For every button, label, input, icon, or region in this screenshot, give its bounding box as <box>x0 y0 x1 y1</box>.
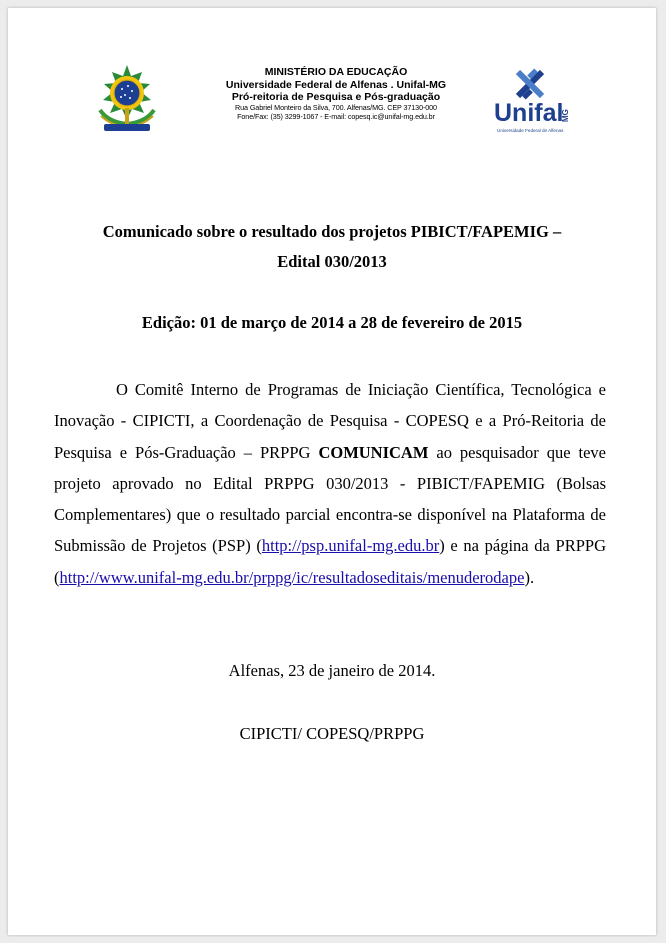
body-part-1: O Comitê Interno de Programas de Iniciação Científica, Tecnológica e Inovação - CIPICTI, a Coordenação de Pesquisa - COPESQ e a Pró-Reitoria de Pesquisa e Pós-Graduação – PRPPG <box>54 380 606 462</box>
university-name: Universidade Federal de Alfenas . Unifal-MG <box>225 79 447 91</box>
document-page <box>8 8 656 935</box>
contact-line: Fone/Fax: (35) 3299-1067 - E-mail: copesq.ic@unifal-mg.edu.br <box>237 112 435 121</box>
letterhead <box>8 8 656 148</box>
institution-block <box>204 66 468 121</box>
body-part-4: ). <box>524 567 535 587</box>
address-line: Rua Gabriel Monteiro da Silva, 700. Alfenas/MG. CEP 37130-000 <box>235 103 437 112</box>
edition-line: Edição: 01 de março de 2014 a 28 de fevereiro de 2015 <box>141 313 523 332</box>
body-part-2: ao pesquisador que teve projeto aprovado no Edital PRPPG 030/2013 - PIBICT/FAPEMIG (Bolsas Complementares) que o resultado parcial encontra-se disponível na Plataforma de Submissão de Projetos (PSP) ( <box>54 442 607 556</box>
logo-caption: Universidade Federal de Alfenas <box>497 128 564 133</box>
psp-link[interactable]: http://psp.unifal-mg.edu.br <box>261 536 440 556</box>
brazil-coat-of-arms-icon <box>94 64 160 132</box>
department-name: Pró-reitoria de Pesquisa e Pós-graduação <box>231 91 441 103</box>
signature: CIPICTI/ COPESQ/PRPPG <box>239 724 425 743</box>
title-line-1: Comunicado sobre o resultado dos projetos PIBICT/FAPEMIG – <box>102 222 562 241</box>
document-title <box>54 217 610 277</box>
title-line-2: Edital 030/2013 <box>277 252 387 271</box>
logo-wordmark: Unifal <box>494 99 564 127</box>
logo-suffix: MG <box>561 109 570 122</box>
dateline: Alfenas, 23 de janeiro de 2014. <box>228 661 436 680</box>
body-bold-communicate: COMUNICAM <box>318 442 429 462</box>
body-part-3: ) e na página da PRPPG ( <box>54 536 606 587</box>
announcement-paragraph <box>54 374 606 593</box>
ministry-name: MINISTÉRIO DA EDUCAÇÃO <box>264 66 408 78</box>
prppg-link[interactable]: http://www.unifal-mg.edu.br/prppg/ic/resultadoseditais/menuderodape <box>59 567 525 587</box>
unifal-logo-icon <box>492 62 578 136</box>
